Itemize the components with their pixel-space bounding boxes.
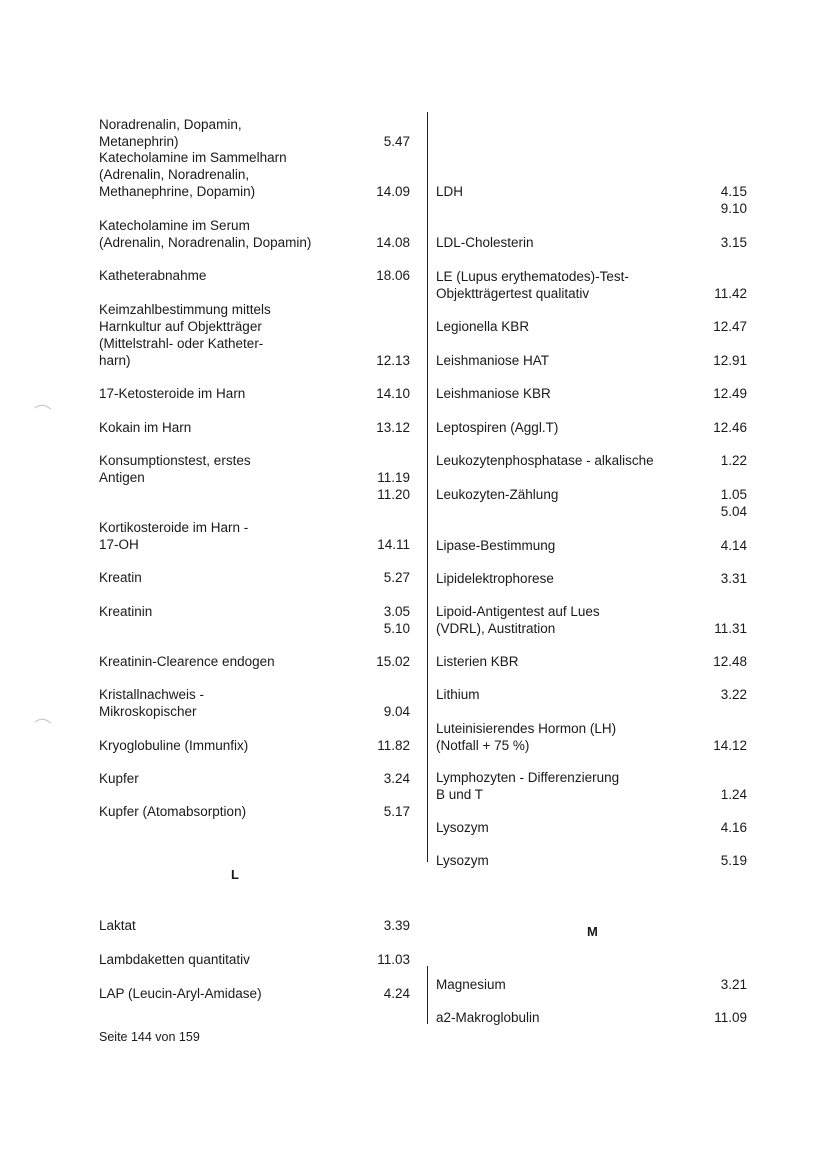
entry-term: Kristallnachweis - (99, 687, 205, 702)
entry-term: LDL-Cholesterin (436, 235, 534, 250)
section-letter-l: L (231, 867, 239, 882)
entry-term: 17-OH (99, 537, 139, 552)
entry-term: Metanephrin) (99, 134, 179, 149)
entry-term: Lipoid-Antigentest auf Lues (436, 604, 600, 619)
entry-term: LE (Lupus erythematodes)-Test- (436, 269, 629, 284)
entry-term: Lysozym (436, 820, 489, 835)
entry-term: Legionella KBR (436, 319, 530, 334)
entry-term: Lymphozyten - Differenzierung (436, 770, 620, 785)
entry-code: 3.21 (720, 977, 747, 992)
entry-term: Konsumptionstest, erstes (99, 453, 251, 468)
entry-code: 12.48 (713, 654, 747, 669)
entry-code: 14.12 (713, 738, 747, 753)
entry-term: (Notfall + 75 %) (436, 738, 530, 753)
column-divider-top (427, 112, 428, 862)
entry-code: 12.91 (713, 353, 747, 368)
entry-code: 3.15 (720, 235, 747, 250)
section-letter-m: M (587, 924, 598, 939)
entry-code: 4.15 (720, 184, 747, 199)
entry-term: Kupfer (Atomabsorption) (99, 804, 247, 819)
entry-term: Mikroskopischer (99, 704, 197, 719)
entry-term: Kupfer (99, 771, 139, 786)
entry-code: 12.46 (713, 420, 747, 435)
entry-term: Kryoglobuline (Immunfix) (99, 738, 249, 753)
entry-term: harn) (99, 353, 131, 368)
entry-code: 9.10 (720, 201, 747, 216)
entry-code: 4.16 (720, 820, 747, 835)
entry-code: 12.13 (376, 353, 410, 368)
entry-term: Lithium (436, 687, 480, 702)
entry-term: Methanephrine, Dopamin) (99, 184, 256, 199)
entry-code: 11.19 (377, 470, 410, 485)
entry-code: 5.19 (720, 853, 747, 868)
entry-code: 5.17 (383, 804, 410, 819)
entry-code: 11.20 (377, 487, 410, 502)
entry-code: 11.42 (714, 286, 747, 301)
entry-code: 3.31 (720, 571, 747, 586)
entry-code: 5.47 (383, 134, 410, 149)
entry-code: 3.05 (383, 604, 410, 619)
entry-term: Harnkultur auf Objektträger (99, 319, 262, 334)
entry-term: Leishmaniose KBR (436, 386, 551, 401)
entry-term: (VDRL), Austitration (436, 621, 556, 636)
left-index-column (99, 0, 410, 1169)
entry-term: LAP (Leucin-Aryl-Amidase) (99, 986, 262, 1001)
entry-code: 9.04 (383, 704, 410, 719)
entry-code: 1.05 (720, 487, 747, 502)
entry-term: Kreatinin (99, 604, 153, 619)
entry-term: Leptospiren (Aggl.T) (436, 420, 559, 435)
entry-code: 11.82 (377, 738, 410, 753)
entry-term: Leukozytenphosphatase - alkalische (436, 453, 654, 468)
entry-term: Lipidelektrophorese (436, 571, 554, 586)
entry-term: Magnesium (436, 977, 506, 992)
entry-term: Katecholamine im Serum (99, 218, 250, 233)
right-index-column (436, 0, 747, 1169)
entry-term: Kokain im Harn (99, 420, 192, 435)
entry-code: 14.09 (376, 184, 410, 199)
entry-term: Antigen (99, 470, 145, 485)
entry-term: Lipase-Bestimmung (436, 538, 556, 553)
entry-term: Leukozyten-Zählung (436, 487, 559, 502)
entry-code: 5.10 (383, 621, 410, 636)
entry-code: 11.31 (714, 621, 747, 636)
entry-term: Kreatinin-Clearence endogen (99, 654, 275, 669)
entry-term: (Adrenalin, Noradrenalin, Dopamin) (99, 235, 312, 250)
entry-term: Katecholamine im Sammelharn (99, 150, 287, 165)
entry-term: B und T (436, 787, 484, 802)
entry-code: 12.49 (713, 386, 747, 401)
entry-code: 5.27 (383, 570, 410, 585)
entry-term: Katheterabnahme (99, 268, 207, 283)
entry-code: 13.12 (376, 420, 410, 435)
entry-code: 18.06 (376, 268, 410, 283)
column-divider-bottom (427, 966, 428, 1024)
entry-term: (Mittelstrahl- oder Katheter- (99, 336, 264, 351)
entry-code: 14.10 (376, 386, 410, 401)
entry-code: 4.24 (383, 986, 410, 1001)
entry-term: Leishmaniose HAT (436, 353, 550, 368)
entry-term: Keimzahlbestimmung mittels (99, 302, 271, 317)
entry-term: Noradrenalin, Dopamin, (99, 117, 242, 132)
entry-code: 11.03 (377, 952, 410, 967)
entry-term: Objektträgertest qualitativ (436, 286, 590, 301)
entry-term: Listerien KBR (436, 654, 519, 669)
entry-term: Laktat (99, 918, 136, 933)
entry-code: 5.04 (720, 504, 747, 519)
entry-term: Kortikosteroide im Harn - (99, 520, 249, 535)
entry-term: LDH (436, 184, 464, 199)
scan-mark (34, 718, 52, 724)
entry-code: 15.02 (376, 654, 410, 669)
entry-term: 17-Ketosteroide im Harn (99, 386, 246, 401)
scan-mark (34, 404, 52, 410)
entry-code: 12.47 (713, 319, 747, 334)
entry-term: (Adrenalin, Noradrenalin, (99, 167, 250, 182)
entry-code: 1.24 (720, 787, 747, 802)
entry-term: Lambdaketten quantitativ (99, 952, 250, 967)
entry-code: 1.22 (720, 453, 747, 468)
page-footer: Seite 144 von 159 (99, 1030, 200, 1044)
entry-code: 3.22 (720, 687, 747, 702)
entry-code: 4.14 (720, 538, 747, 553)
entry-code: 3.24 (383, 771, 410, 786)
entry-term: Luteinisierendes Hormon (LH) (436, 721, 617, 736)
entry-code: 14.08 (376, 235, 410, 250)
entry-term: a2-Makroglobulin (436, 1010, 540, 1025)
entry-code: 11.09 (714, 1010, 747, 1025)
entry-term: Lysozym (436, 853, 489, 868)
entry-term: Kreatin (99, 570, 142, 585)
entry-code: 14.11 (377, 537, 410, 552)
entry-code: 3.39 (383, 918, 410, 933)
